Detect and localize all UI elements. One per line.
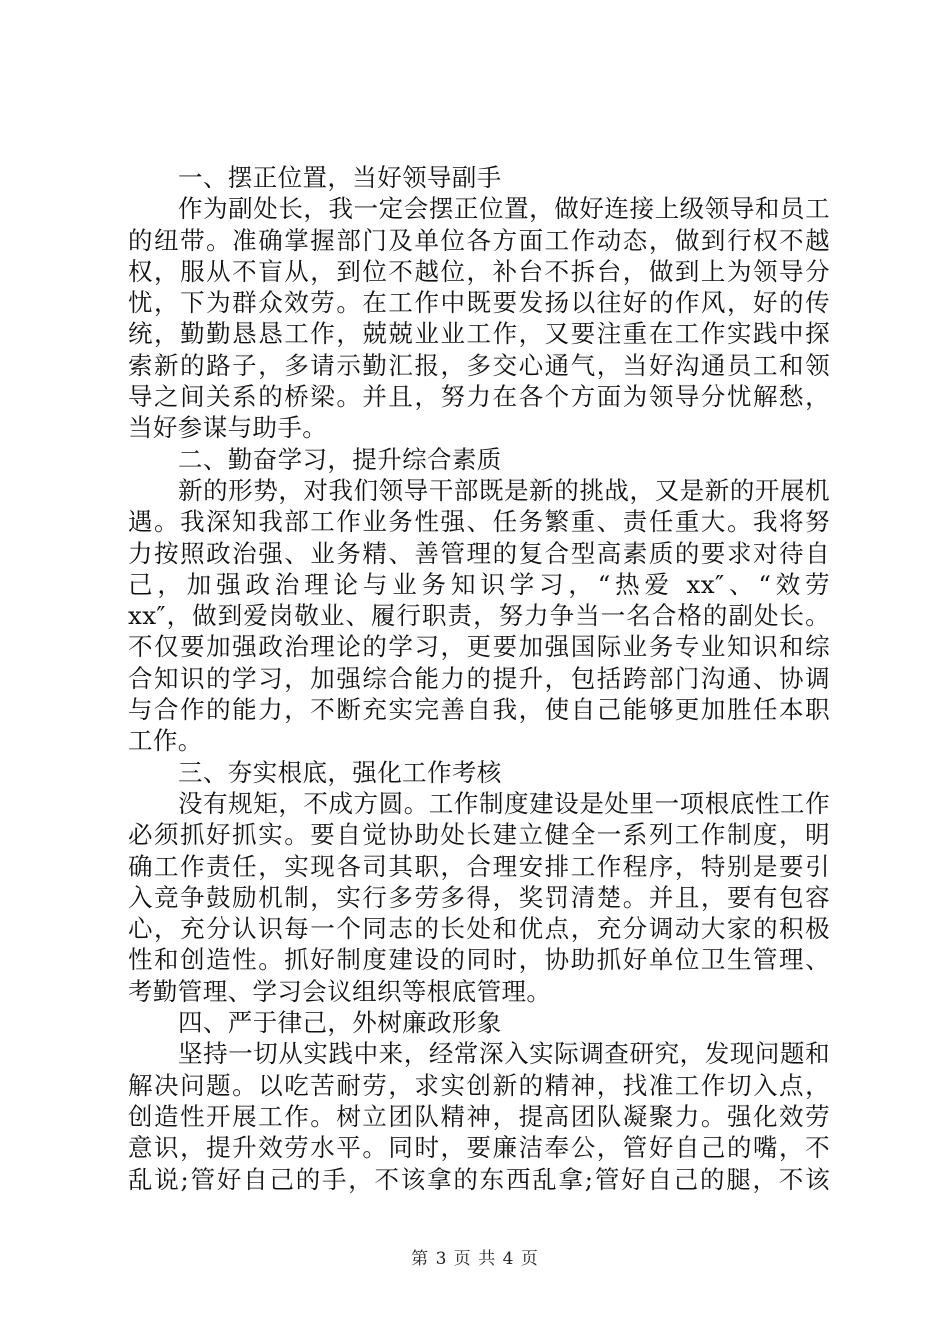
paragraph-line: 没有规矩，不成方圆。工作制度建设是处里一项根底性工作 xyxy=(178,788,830,818)
section-heading: 三、夯实根底，强化工作考核 xyxy=(178,757,502,787)
paragraph-line: xx″，做到爱岗敬业、履行职责，努力争当一名合格的副处长。 xyxy=(128,601,830,631)
paragraph-line: 遇。我深知我部工作业务性强、任务繁重、责任重大。我将努 xyxy=(128,507,830,537)
paragraph-line: 解决问题。以吃苦耐劳，求实创新的精神，找准工作切入点， xyxy=(128,1070,830,1100)
section-heading: 四、严于律己，外树廉政形象 xyxy=(178,1008,502,1038)
paragraph-line: 工作。 xyxy=(128,726,203,756)
paragraph-line: 导之间关系的桥梁。并且，努力在各个方面为领导分忧解愁， xyxy=(128,382,830,412)
paragraph-line: 乱说;管好自己的手，不该拿的东西乱拿;管好自己的腿，不该 xyxy=(128,1164,830,1194)
paragraph-line: 坚持一切从实践中来，经常深入实际调查研究，发现问题和 xyxy=(178,1039,830,1069)
paragraph-line: 入竞争鼓励机制，实行多劳多得，奖罚清楚。并且，要有包容 xyxy=(128,882,830,912)
page-footer xyxy=(0,1244,950,1269)
paragraph-line: 心，充分认识每一个同志的长处和优点，充分调动大家的积极 xyxy=(128,914,830,944)
paragraph-line: 创造性开展工作。树立团队精神，提高团队凝聚力。强化效劳 xyxy=(128,1101,830,1131)
paragraph-line: 力按照政治强、业务精、善管理的复合型高素质的要求对待自 xyxy=(128,538,830,568)
paragraph-line: 的纽带。准确掌握部门及单位各方面工作动态，做到行权不越 xyxy=(128,225,830,255)
section-heading: 二、勤奋学习，提升综合素质 xyxy=(178,444,502,474)
paragraph-line: 当好参谋与助手。 xyxy=(128,413,328,443)
paragraph-line: 忧，下为群众效劳。在工作中既要发扬以往好的作风，好的传 xyxy=(128,288,830,318)
paragraph-line: 意识，提升效劳水平。同时，要廉洁奉公，管好自己的嘴，不 xyxy=(128,1133,830,1163)
paragraph-line: 己，加强政治理论与业务知识学习，“热爱 xx″、“效劳 xyxy=(128,569,830,599)
paragraph-line: 索新的路子，多请示勤汇报，多交心通气，当好沟通员工和领 xyxy=(128,350,830,380)
document-body xyxy=(128,162,830,1195)
paragraph-line: 必须抓好抓实。要自觉协助处长建立健全一系列工作制度，明 xyxy=(128,820,830,850)
paragraph-line: 不仅要加强政治理论的学习，更要加强国际业务专业知识和综 xyxy=(128,632,830,662)
paragraph-line: 合知识的学习，加强综合能力的提升，包括跨部门沟通、协调 xyxy=(128,663,830,693)
paragraph-line: 确工作责任，实现各司其职，合理安排工作程序，特别是要引 xyxy=(128,851,830,881)
page-number-label: 第 3 页 共 4 页 xyxy=(411,1249,539,1269)
paragraph-line: 权，服从不盲从，到位不越位，补台不拆台，做到上为领导分 xyxy=(128,256,830,286)
paragraph-line: 考勤管理、学习会议组织等根底管理。 xyxy=(128,976,552,1006)
paragraph-line: 性和创造性。抓好制度建设的同时，协助抓好单位卫生管理、 xyxy=(128,945,830,975)
paragraph-line: 与合作的能力，不断充实完善自我，使自己能够更加胜任本职 xyxy=(128,695,830,725)
paragraph-line: 统，勤勤恳恳工作，兢兢业业工作，又要注重在工作实践中探 xyxy=(128,319,830,349)
section-heading: 一、摆正位置，当好领导副手 xyxy=(178,163,502,192)
paragraph-line: 作为副处长，我一定会摆正位置，做好连接上级领导和员工 xyxy=(178,194,830,224)
paragraph-line: 新的形势，对我们领导干部既是新的挑战，又是新的开展机 xyxy=(178,475,830,505)
